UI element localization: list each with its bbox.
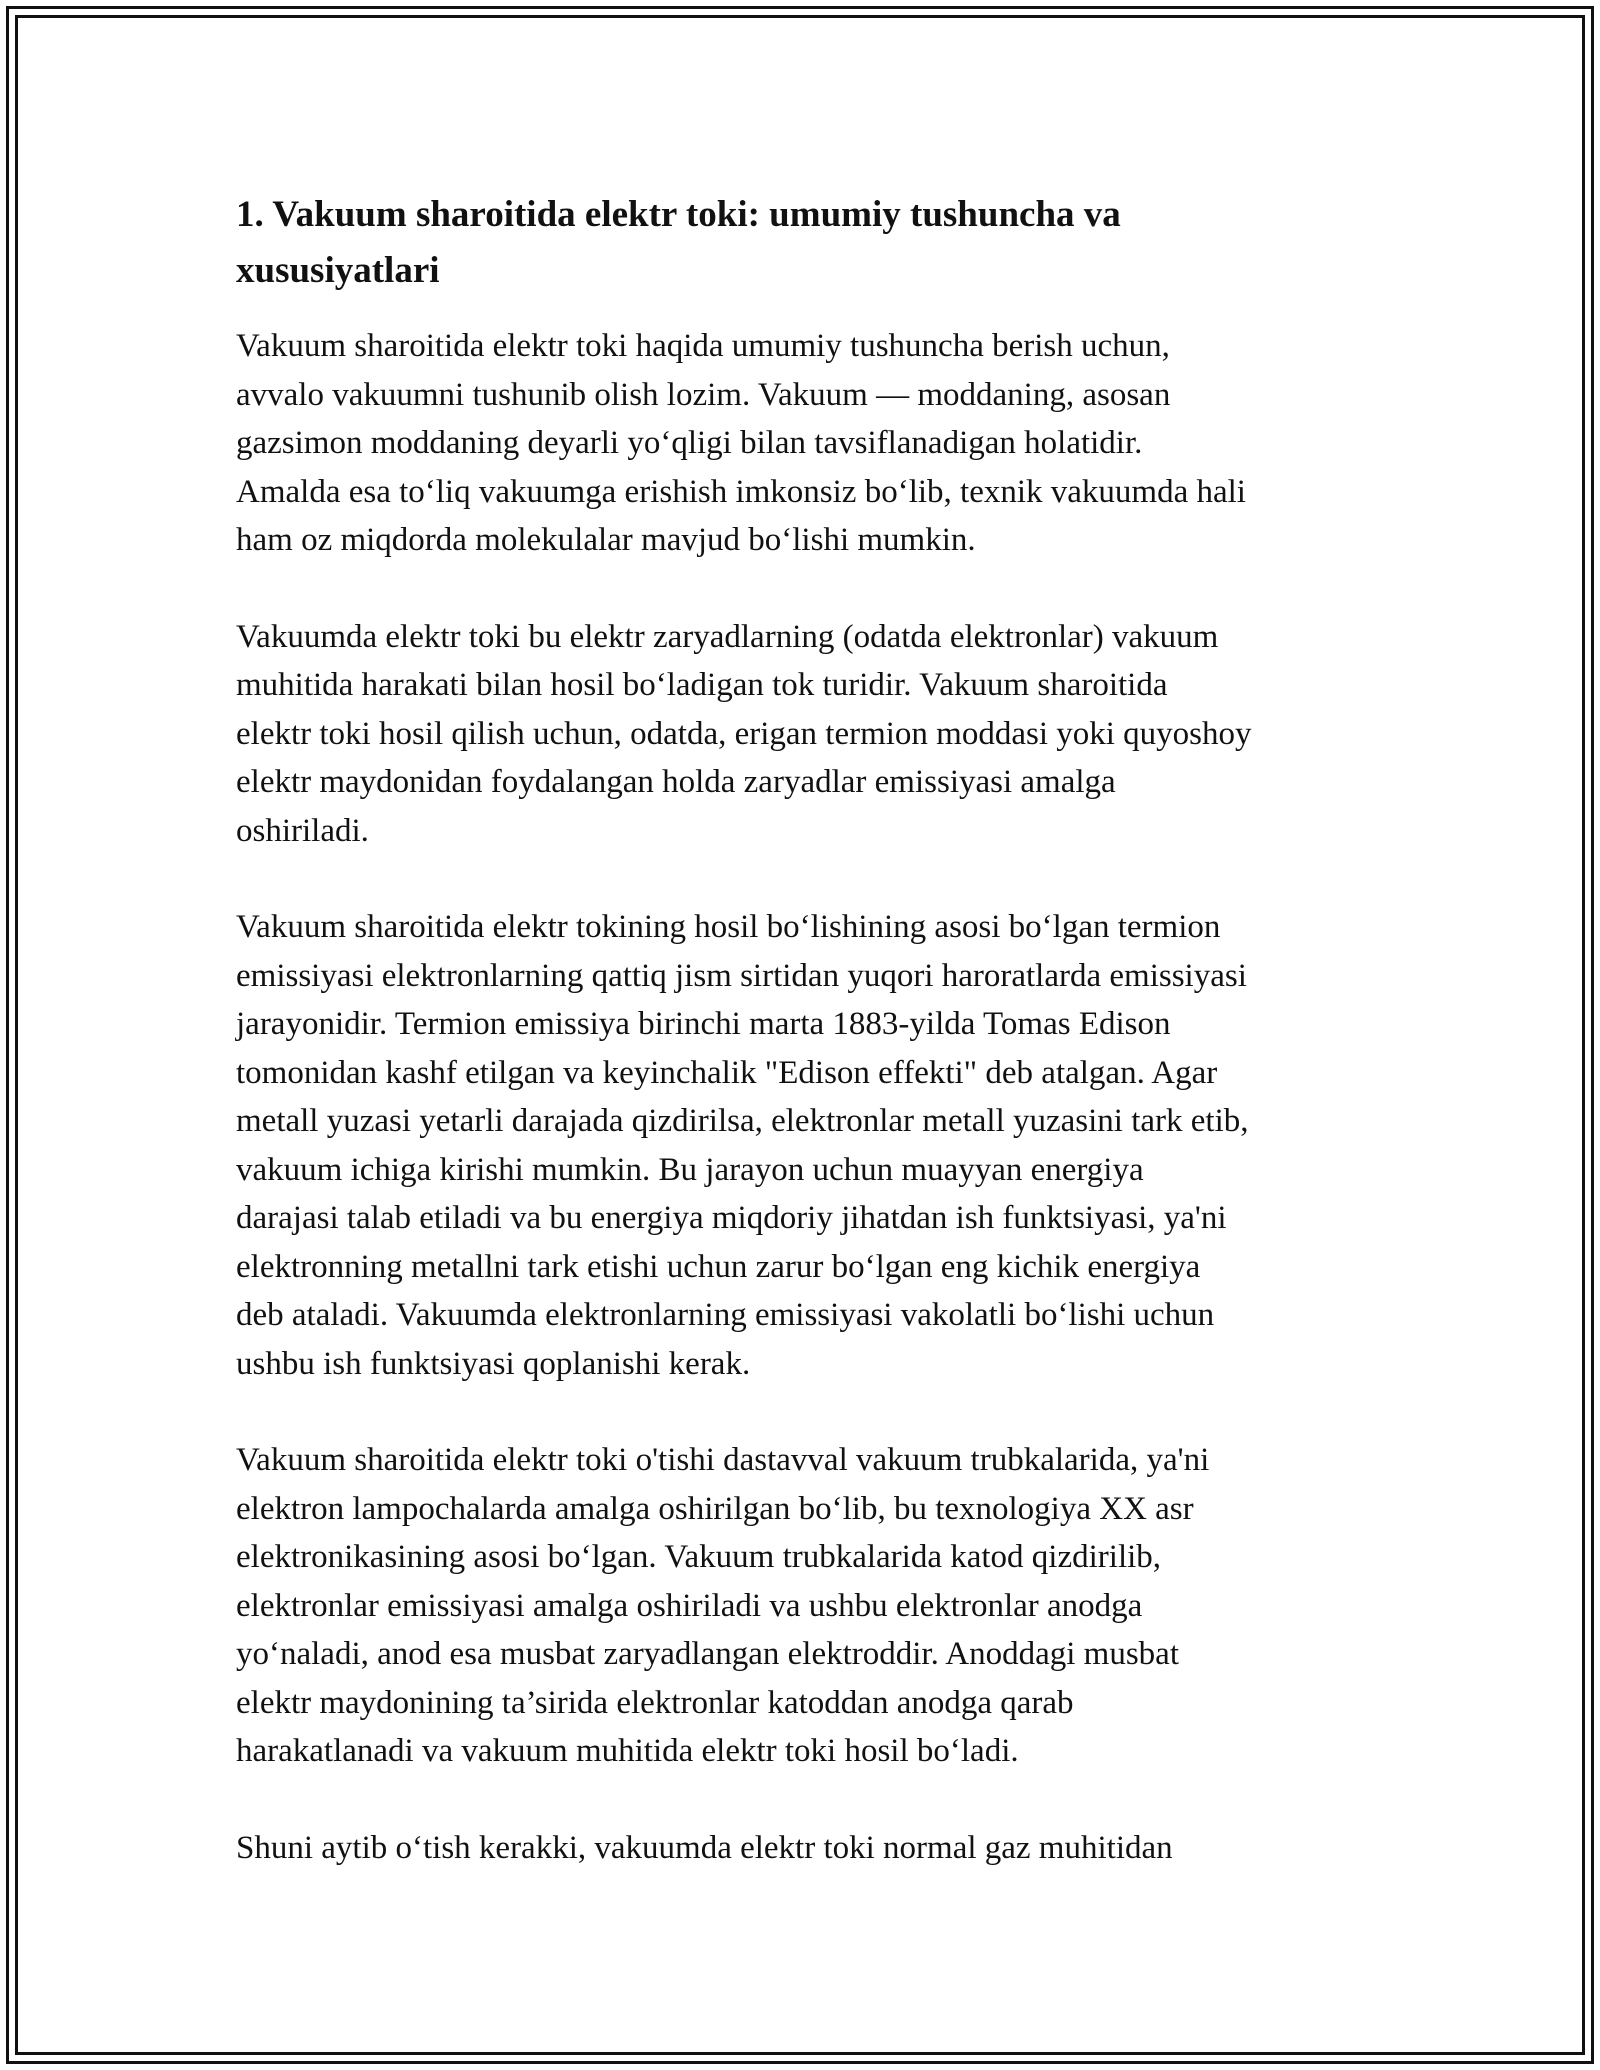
paragraph-line: Amalda esa to‘liq vakuumga erishish imkonsiz bo‘lib, texnik vakuumda hali: [236, 473, 1246, 510]
paragraph: [236, 613, 1376, 856]
paragraph-line: ham oz miqdorda molekulalar mavjud bo‘lishi mumkin.: [236, 522, 976, 558]
paragraph-line: tomonidan kashf etilgan va keyinchalik "Edison effekti" deb atalgan. Agar: [236, 1054, 1218, 1091]
paragraph-line: elektron lampochalarda amalga oshirilgan bo‘lib, bu texnologiya XX asr: [236, 1490, 1194, 1527]
paragraph-line: elektr maydonidan foydalangan holda zaryadlar emissiyasi amalga: [236, 764, 1116, 800]
paragraph-line: gazsimon moddaning deyarli yo‘qligi bilan tavsiflanadigan holatidir.: [236, 425, 1143, 461]
paragraph-line: Vakuumda elektr toki bu elektr zaryadlarning (odatda elektronlar) vakuum: [236, 618, 1219, 655]
paragraph-line: harakatlanadi va vakuum muhitida elektr toki hosil bo‘ladi.: [236, 1733, 1019, 1769]
paragraph-line: jarayonidir. Termion emissiya birinchi marta 1883-yilda Tomas Edison: [236, 1006, 1171, 1042]
paragraph-line: emissiyasi elektronlarning qattiq jism sirtidan yuqori haroratlarda emissiyasi: [236, 957, 1247, 994]
paragraph: [236, 1824, 1376, 1873]
paragraph-line: elektronning metallni tark etishi uchun zarur bo‘lgan eng kichik energiya: [236, 1248, 1201, 1285]
paragraph-line: darajasi talab etiladi va bu energiya miqdoriy jihatdan ish funktsiyasi, ya'ni: [236, 1200, 1227, 1236]
paragraph-line: deb ataladi. Vakuumda elektronlarning emissiyasi vakolatli bo‘lishi uchun: [236, 1297, 1215, 1333]
paragraph-line: avvalo vakuumni tushunib olish lozim. Vakuum — moddaning, asosan: [236, 376, 1171, 413]
paragraph-line: Shuni aytib o‘tish kerakki, vakuumda elektr toki normal gaz muhitidan: [236, 1829, 1173, 1866]
paragraph-line: elektr maydonining ta’sirida elektronlar katoddan anodga qarab: [236, 1684, 1074, 1721]
paragraph-line: elektronikasining asosi bo‘lgan. Vakuum trubkalarida katod qizdirilib,: [236, 1539, 1162, 1575]
paragraph-line: Vakuum sharoitida elektr toki haqida umumiy tushuncha berish uchun,: [236, 328, 1170, 364]
paragraph-line: oshiriladi.: [236, 812, 369, 849]
section-title: [236, 187, 1376, 299]
section-title-line: xususiyatlari: [236, 250, 440, 291]
section-title-line: 1. Vakuum sharoitida elektr toki: umumiy tushuncha va: [236, 194, 1121, 235]
paragraph-line: elektr toki hosil qilish uchun, odatda, erigan termion moddasi yoki quyoshoy: [236, 715, 1252, 752]
paragraph: [236, 1436, 1376, 1776]
paragraph-line: vakuum ichiga kirishi mumkin. Bu jarayon uchun muayyan energiya: [236, 1151, 1144, 1188]
paragraph-line: muhitida harakati bilan hosil bo‘ladigan tok turidir. Vakuum sharoitida: [236, 667, 1168, 703]
paragraph-line: elektronlar emissiyasi amalga oshiriladi va ushbu elektronlar anodga: [236, 1587, 1143, 1624]
paragraph-line: metall yuzasi yetarli darajada qizdirilsa, elektronlar metall yuzasini tark etib,: [236, 1103, 1249, 1139]
document-body: [236, 187, 1376, 1920]
paragraph-line: Vakuum sharoitida elektr toki o'tishi dastavval vakuum trubkalarida, ya'ni: [236, 1442, 1210, 1478]
paragraph: [236, 903, 1376, 1388]
paragraph: [236, 322, 1376, 565]
paragraph-line: ushbu ish funktsiyasi qoplanishi kerak.: [236, 1345, 751, 1382]
paragraph-line: Vakuum sharoitida elektr tokining hosil bo‘lishining asosi bo‘lgan termion: [236, 909, 1221, 945]
paragraph-line: yo‘naladi, anod esa musbat zaryadlangan elektroddir. Anoddagi musbat: [236, 1636, 1179, 1672]
